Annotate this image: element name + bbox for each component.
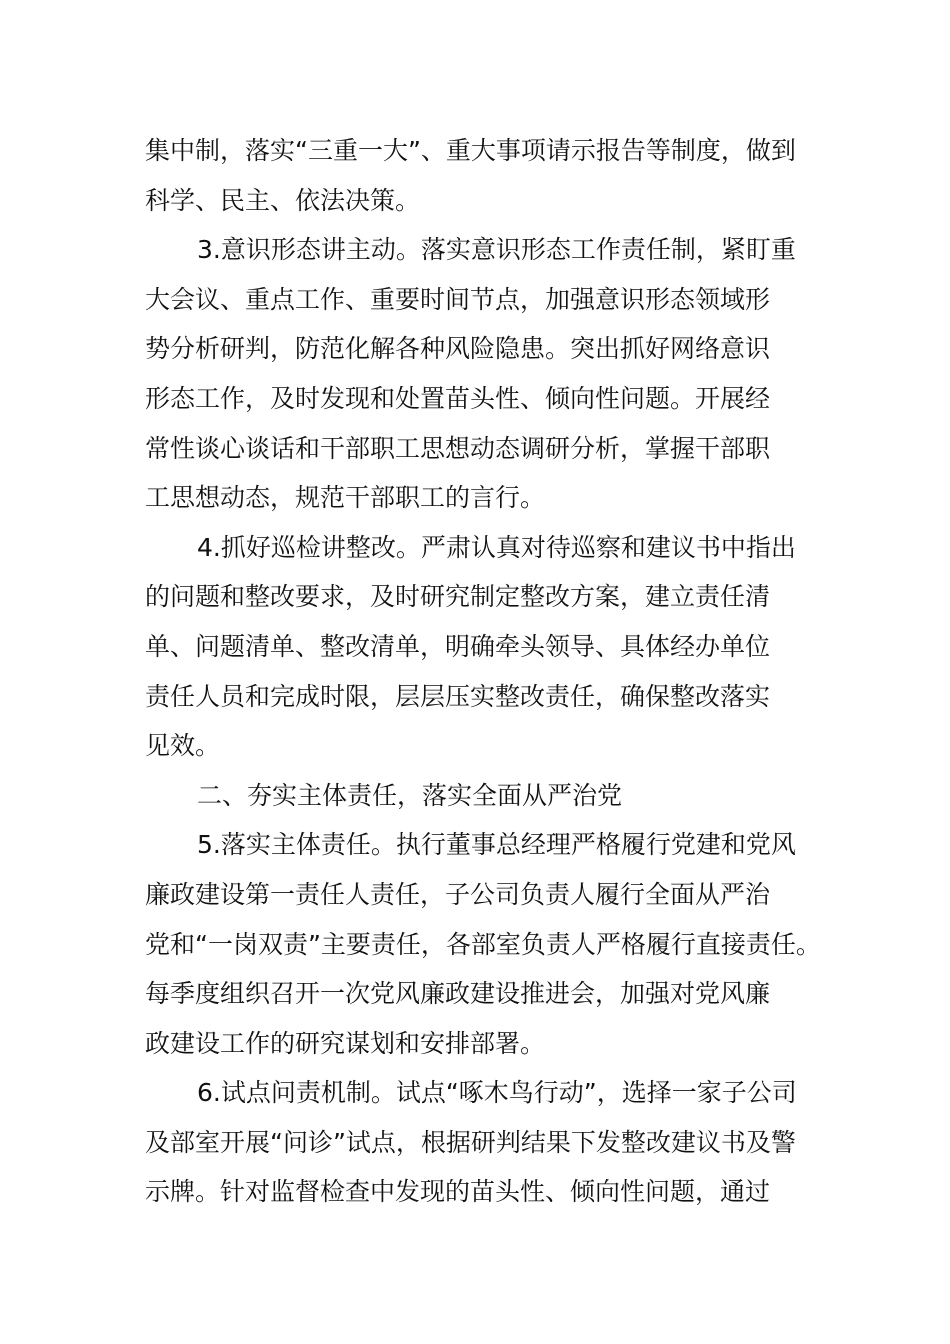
text-line: 见效。 [145,731,221,761]
text-line: 集中制，落实“三重一大”、重大事项请示报告等制度，做到 [145,136,796,165]
text-line: 责任人员和完成时限，层层压实整改责任，确保整改落实 [145,681,771,711]
text-line: 政建设工作的研究谋划和安排部署。 [145,1028,546,1058]
text-line: 党和“一岗双责”主要责任，各部室负责人严格履行直接责任。 [145,929,821,959]
paragraph-start-line: 6.试点问责机制。试点“啄木鸟行动”，选择一家子公司 [197,1078,797,1108]
text-line: 势分析研判，防范化解各种风险隐患。突出抓好网络意识 [145,334,771,364]
section-heading: 二、夯实主体责任，落实全面从严治党 [197,780,623,810]
paragraph-start-line: 5.落实主体责任。执行董事总经理严格履行党建和党风 [197,830,796,860]
text-line: 及部室开展“问诊”试点，根据研判结果下发整改建议书及警 [145,1127,796,1157]
text-line: 的问题和整改要求，及时研究制定整改方案，建立责任清 [145,582,771,612]
document-body [145,126,825,1217]
text-line: 大会议、重点工作、重要时间节点，加强意识形态领域形 [145,284,771,314]
text-line: 每季度组织召开一次党风廉政建设推进会，加强对党风廉 [145,979,771,1009]
text-line: 常性谈心谈话和干部职工思想动态调研分析，掌握干部职 [145,433,771,463]
text-line: 廉政建设第一责任人责任，子公司负责人履行全面从严治 [145,879,771,909]
text-line: 工思想动态，规范干部职工的言行。 [145,483,546,513]
paragraph-start-line: 3.意识形态讲主动。落实意识形态工作责任制，紧盯重 [197,235,796,265]
text-line: 示牌。针对监督检查中发现的苗头性、倾向性问题，通过 [145,1177,771,1207]
text-line: 科学、民主、依法决策。 [145,185,421,215]
text-line: 单、问题清单、整改清单，明确牵头领导、具体经办单位 [145,631,771,661]
paragraph-start-line: 4.抓好巡检讲整改。严肃认真对待巡察和建议书中指出 [197,532,796,562]
text-line: 形态工作，及时发现和处置苗头性、倾向性问题。开展经 [145,383,771,413]
